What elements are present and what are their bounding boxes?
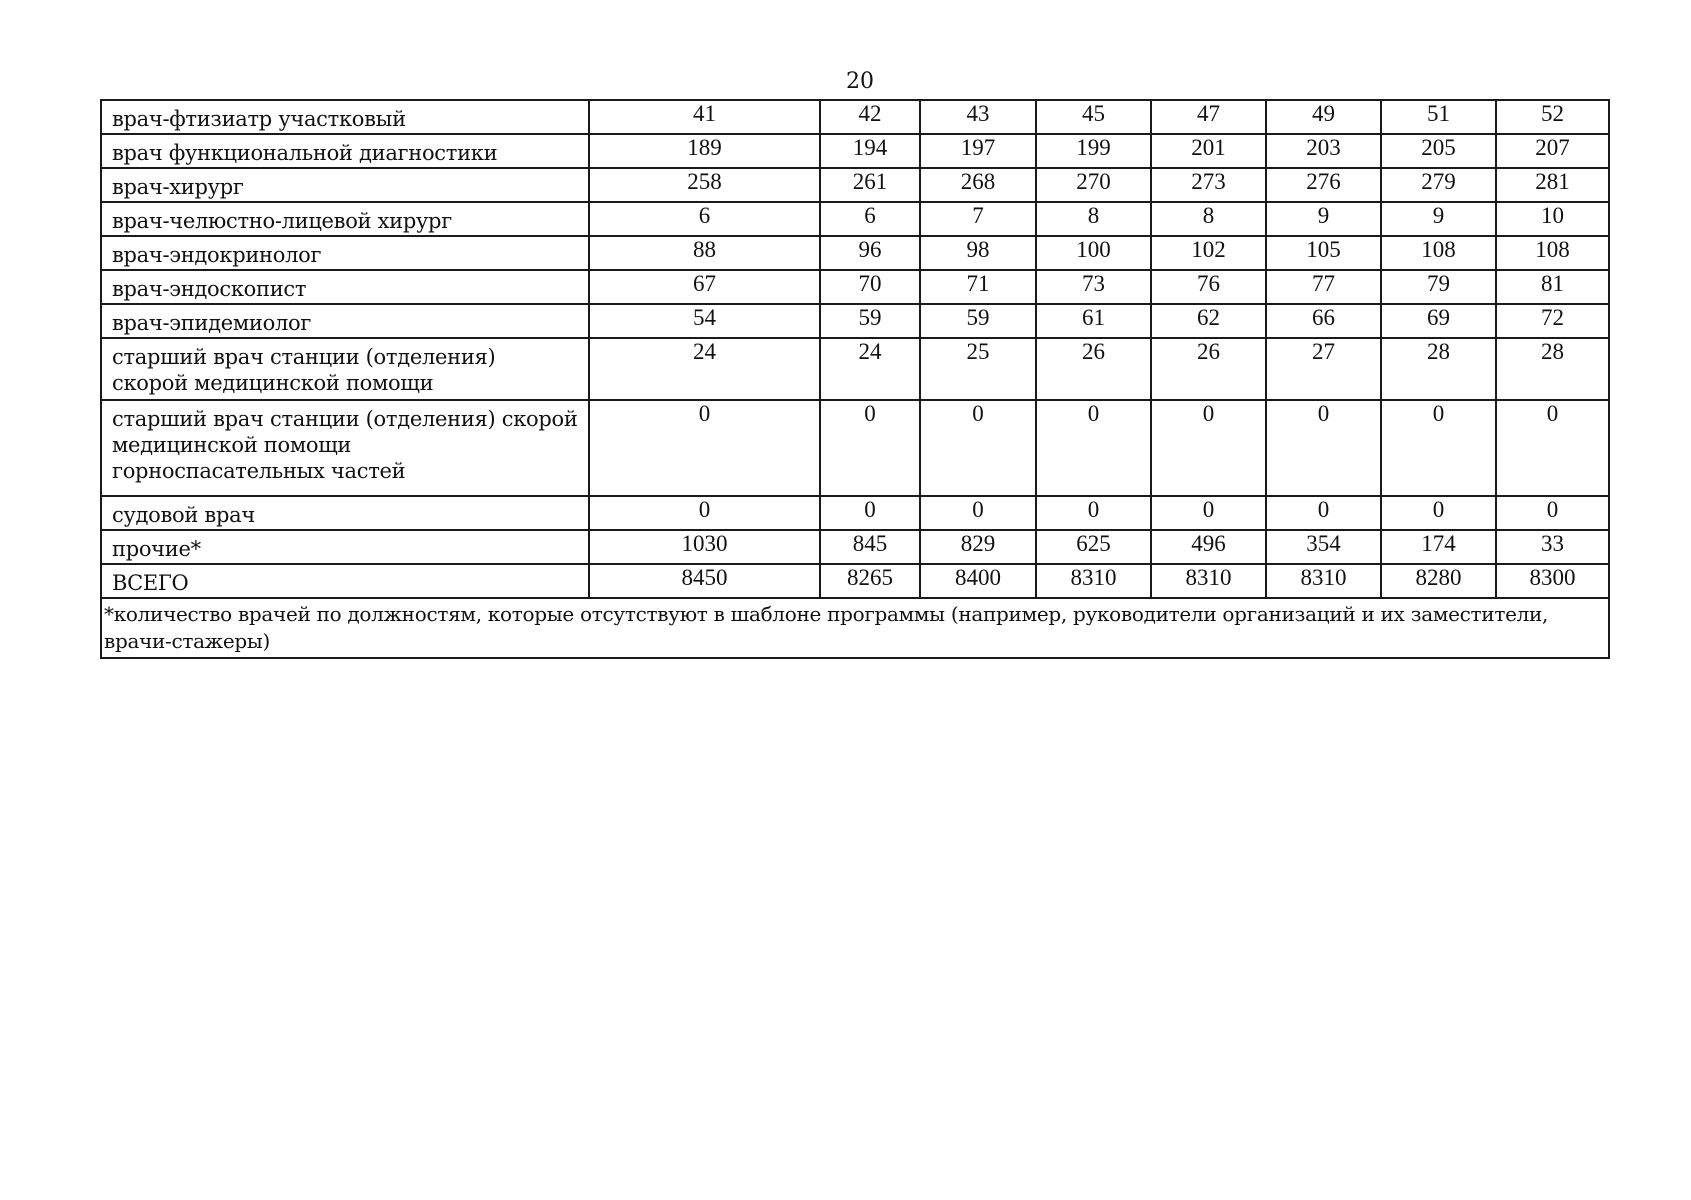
table-cell: 197 — [920, 134, 1036, 168]
table-cell: 0 — [1266, 400, 1381, 496]
table-cell: 268 — [920, 168, 1036, 202]
table-cell: 76 — [1151, 270, 1266, 304]
table-cell: 54 — [589, 304, 820, 338]
row-label: врач-фтизиатр участковый — [101, 100, 589, 134]
table-cell: 41 — [589, 100, 820, 134]
table-row — [101, 338, 1609, 400]
table-cell: 8310 — [1266, 564, 1381, 598]
table-cell: 61 — [1036, 304, 1151, 338]
row-label: ВСЕГО — [101, 564, 589, 598]
row-label-line: старший врач станции (отделения) скорой — [112, 407, 578, 431]
table-cell: 0 — [1496, 496, 1609, 530]
row-label: врач-челюстно-лицевой хирург — [101, 202, 589, 236]
table-cell: 6 — [820, 202, 920, 236]
table-cell: 102 — [1151, 236, 1266, 270]
table-cell: 0 — [920, 496, 1036, 530]
table-row — [101, 236, 1609, 270]
table-cell: 8450 — [589, 564, 820, 598]
table-cell: 261 — [820, 168, 920, 202]
table-cell: 25 — [920, 338, 1036, 400]
table-row — [101, 530, 1609, 564]
table-row — [101, 100, 1609, 134]
table-cell: 496 — [1151, 530, 1266, 564]
table-cell: 8400 — [920, 564, 1036, 598]
table-cell: 24 — [820, 338, 920, 400]
row-label-line: горноспасательных частей — [112, 459, 406, 483]
table-cell: 9 — [1266, 202, 1381, 236]
table-cell: 0 — [820, 496, 920, 530]
table-cell: 42 — [820, 100, 920, 134]
table-cell: 81 — [1496, 270, 1609, 304]
table-cell: 88 — [589, 236, 820, 270]
table-cell: 0 — [920, 400, 1036, 496]
row-label: врач-хирург — [101, 168, 589, 202]
table-cell: 205 — [1381, 134, 1496, 168]
table-cell: 70 — [820, 270, 920, 304]
row-label: прочие* — [101, 530, 589, 564]
table-row — [101, 496, 1609, 530]
table-cell: 8280 — [1381, 564, 1496, 598]
table-cell: 258 — [589, 168, 820, 202]
table-cell: 189 — [589, 134, 820, 168]
table-cell: 845 — [820, 530, 920, 564]
table-cell: 26 — [1151, 338, 1266, 400]
table-cell: 0 — [1381, 400, 1496, 496]
table-cell: 43 — [920, 100, 1036, 134]
table-cell: 105 — [1266, 236, 1381, 270]
table-row — [101, 134, 1609, 168]
footnote: *количество врачей по должностям, которые отсутствуют в шаблоне программы (например, руководители организаций и их заместители, врачи-стажеры) — [101, 598, 1609, 658]
table-cell: 354 — [1266, 530, 1381, 564]
table-cell: 0 — [1151, 400, 1266, 496]
table-cell: 7 — [920, 202, 1036, 236]
table-cell: 0 — [1496, 400, 1609, 496]
page-number: 20 — [846, 69, 874, 94]
table-cell: 199 — [1036, 134, 1151, 168]
table-cell: 6 — [589, 202, 820, 236]
table-row — [101, 304, 1609, 338]
table-cell: 9 — [1381, 202, 1496, 236]
table-row-total — [101, 564, 1609, 598]
row-label: врач-эпидемиолог — [101, 304, 589, 338]
table-cell: 0 — [820, 400, 920, 496]
row-label — [101, 338, 589, 400]
table-cell: 0 — [1036, 496, 1151, 530]
row-label: врач-эндокринолог — [101, 236, 589, 270]
table-row — [101, 168, 1609, 202]
table-cell: 0 — [1036, 400, 1151, 496]
row-label-line: старший врач станции (отделения) — [112, 345, 496, 369]
table-cell: 203 — [1266, 134, 1381, 168]
table-cell: 108 — [1496, 236, 1609, 270]
table-cell: 66 — [1266, 304, 1381, 338]
table-cell: 49 — [1266, 100, 1381, 134]
table-cell: 174 — [1381, 530, 1496, 564]
table-cell: 0 — [1151, 496, 1266, 530]
table-cell: 100 — [1036, 236, 1151, 270]
table-cell: 28 — [1496, 338, 1609, 400]
table-cell: 8300 — [1496, 564, 1609, 598]
table-cell: 52 — [1496, 100, 1609, 134]
table-cell: 829 — [920, 530, 1036, 564]
table-cell: 273 — [1151, 168, 1266, 202]
table-cell: 73 — [1036, 270, 1151, 304]
staffing-table — [100, 99, 1610, 659]
table-cell: 1030 — [589, 530, 820, 564]
row-label: врач функциональной диагностики — [101, 134, 589, 168]
table-cell: 194 — [820, 134, 920, 168]
table-cell: 47 — [1151, 100, 1266, 134]
table-cell: 0 — [1266, 496, 1381, 530]
row-label: врач-эндоскопист — [101, 270, 589, 304]
table-cell: 79 — [1381, 270, 1496, 304]
table-cell: 72 — [1496, 304, 1609, 338]
table-cell: 8 — [1036, 202, 1151, 236]
table-cell: 26 — [1036, 338, 1151, 400]
table-cell: 51 — [1381, 100, 1496, 134]
table-cell: 201 — [1151, 134, 1266, 168]
table-cell: 77 — [1266, 270, 1381, 304]
row-label-line: медицинской помощи — [112, 433, 352, 457]
row-label-line: скорой медицинской помощи — [112, 371, 434, 395]
table-cell: 62 — [1151, 304, 1266, 338]
table-cell: 10 — [1496, 202, 1609, 236]
table-cell: 281 — [1496, 168, 1609, 202]
table-cell: 0 — [1381, 496, 1496, 530]
table-cell: 45 — [1036, 100, 1151, 134]
table-cell: 27 — [1266, 338, 1381, 400]
row-label — [101, 400, 589, 496]
table-cell: 270 — [1036, 168, 1151, 202]
table-cell: 279 — [1381, 168, 1496, 202]
table-cell: 8310 — [1151, 564, 1266, 598]
table-cell: 8310 — [1036, 564, 1151, 598]
table-cell: 98 — [920, 236, 1036, 270]
table-cell: 8265 — [820, 564, 920, 598]
table-cell: 59 — [820, 304, 920, 338]
table-row — [101, 202, 1609, 236]
table-row — [101, 270, 1609, 304]
table-cell: 207 — [1496, 134, 1609, 168]
table-row — [101, 400, 1609, 496]
table-cell: 67 — [589, 270, 820, 304]
table-cell: 625 — [1036, 530, 1151, 564]
table-cell: 24 — [589, 338, 820, 400]
table-cell: 33 — [1496, 530, 1609, 564]
table-cell: 59 — [920, 304, 1036, 338]
table-cell: 8 — [1151, 202, 1266, 236]
table-cell: 276 — [1266, 168, 1381, 202]
table-cell: 0 — [589, 496, 820, 530]
table-cell: 108 — [1381, 236, 1496, 270]
row-label: судовой врач — [101, 496, 589, 530]
table-cell: 71 — [920, 270, 1036, 304]
footnote-row — [101, 598, 1609, 658]
table-cell: 28 — [1381, 338, 1496, 400]
table-cell: 96 — [820, 236, 920, 270]
table-cell: 69 — [1381, 304, 1496, 338]
table-cell: 0 — [589, 400, 820, 496]
